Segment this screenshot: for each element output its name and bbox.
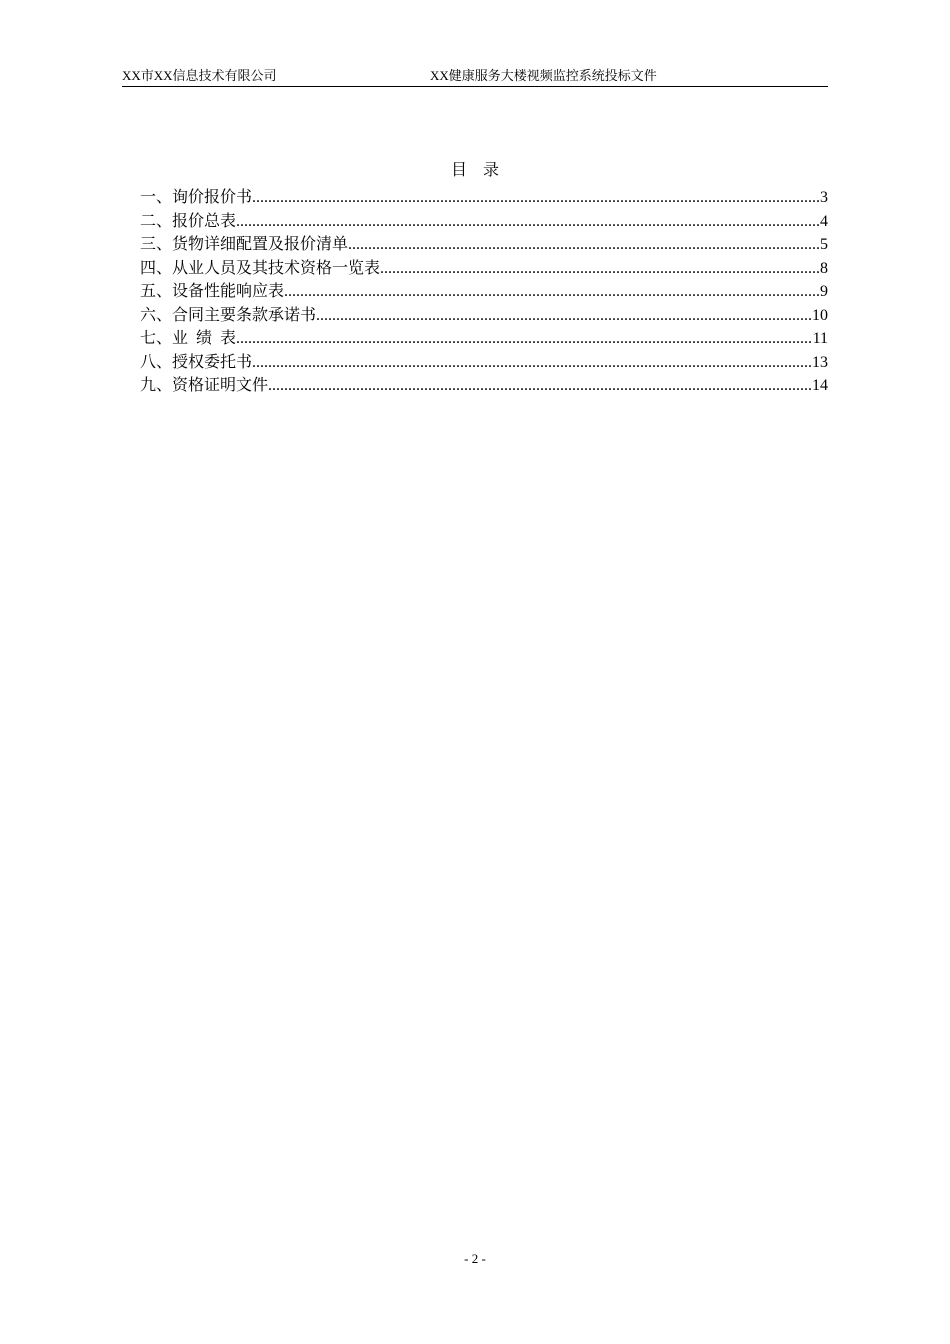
- toc-entry-page-number: 13: [812, 353, 828, 371]
- toc-dot-leader: [236, 327, 813, 351]
- toc-entry-page-number: 8: [820, 259, 828, 277]
- toc-dot-leader: [252, 351, 812, 375]
- toc-entry[interactable]: [140, 233, 828, 257]
- toc-entry[interactable]: [140, 257, 828, 281]
- toc-entry-page-number: 14: [812, 377, 828, 394]
- page-header: [122, 66, 828, 87]
- toc-dot-leader: [316, 304, 812, 328]
- toc-entry[interactable]: [140, 280, 828, 304]
- toc-entry-page-number: 10: [812, 306, 828, 324]
- toc-entry-label: 七、业 绩 表: [140, 330, 237, 347]
- header-document-title: XX健康服务大楼视频监控系统投标文件: [430, 68, 657, 83]
- toc-dot-leader: [252, 186, 820, 210]
- toc-entry[interactable]: [140, 210, 828, 234]
- toc-entry[interactable]: [140, 327, 828, 351]
- page-footer-number: - 2 -: [464, 1251, 486, 1266]
- header-company-name: XX市XX信息技术有限公司: [122, 68, 277, 83]
- toc-entry-page-number: 9: [820, 283, 828, 300]
- toc-dot-leader: [348, 233, 820, 257]
- toc-dot-leader: [268, 374, 812, 398]
- toc-entry-label: 一、询价报价书: [140, 189, 253, 206]
- toc-entry-page-number: 4: [820, 212, 828, 230]
- toc-entry-label: 四、从业人员及其技术资格一览表: [140, 259, 381, 277]
- toc-entry[interactable]: [140, 186, 828, 210]
- toc-entry-label: 九、资格证明文件: [140, 377, 269, 394]
- toc-entry-page-number: 11: [812, 330, 828, 347]
- toc-entry[interactable]: [140, 374, 828, 398]
- toc-entry-label: 三、货物详细配置及报价清单: [140, 236, 349, 253]
- toc-entry-label: 八、授权委托书: [140, 353, 253, 371]
- toc-dot-leader: [380, 257, 820, 281]
- toc-entry-label: 五、设备性能响应表: [140, 283, 285, 300]
- toc-entry-label: 六、合同主要条款承诺书: [140, 306, 317, 324]
- toc-entry[interactable]: [140, 351, 828, 375]
- toc-entry-label: 二、报价总表: [140, 212, 237, 230]
- toc-entry-page-number: 5: [820, 236, 828, 253]
- table-of-contents: [140, 186, 828, 398]
- toc-dot-leader: [236, 210, 820, 234]
- toc-entry-page-number: 3: [820, 189, 828, 206]
- toc-dot-leader: [284, 280, 820, 304]
- toc-entry[interactable]: [140, 304, 828, 328]
- toc-title: 目 录: [450, 162, 499, 179]
